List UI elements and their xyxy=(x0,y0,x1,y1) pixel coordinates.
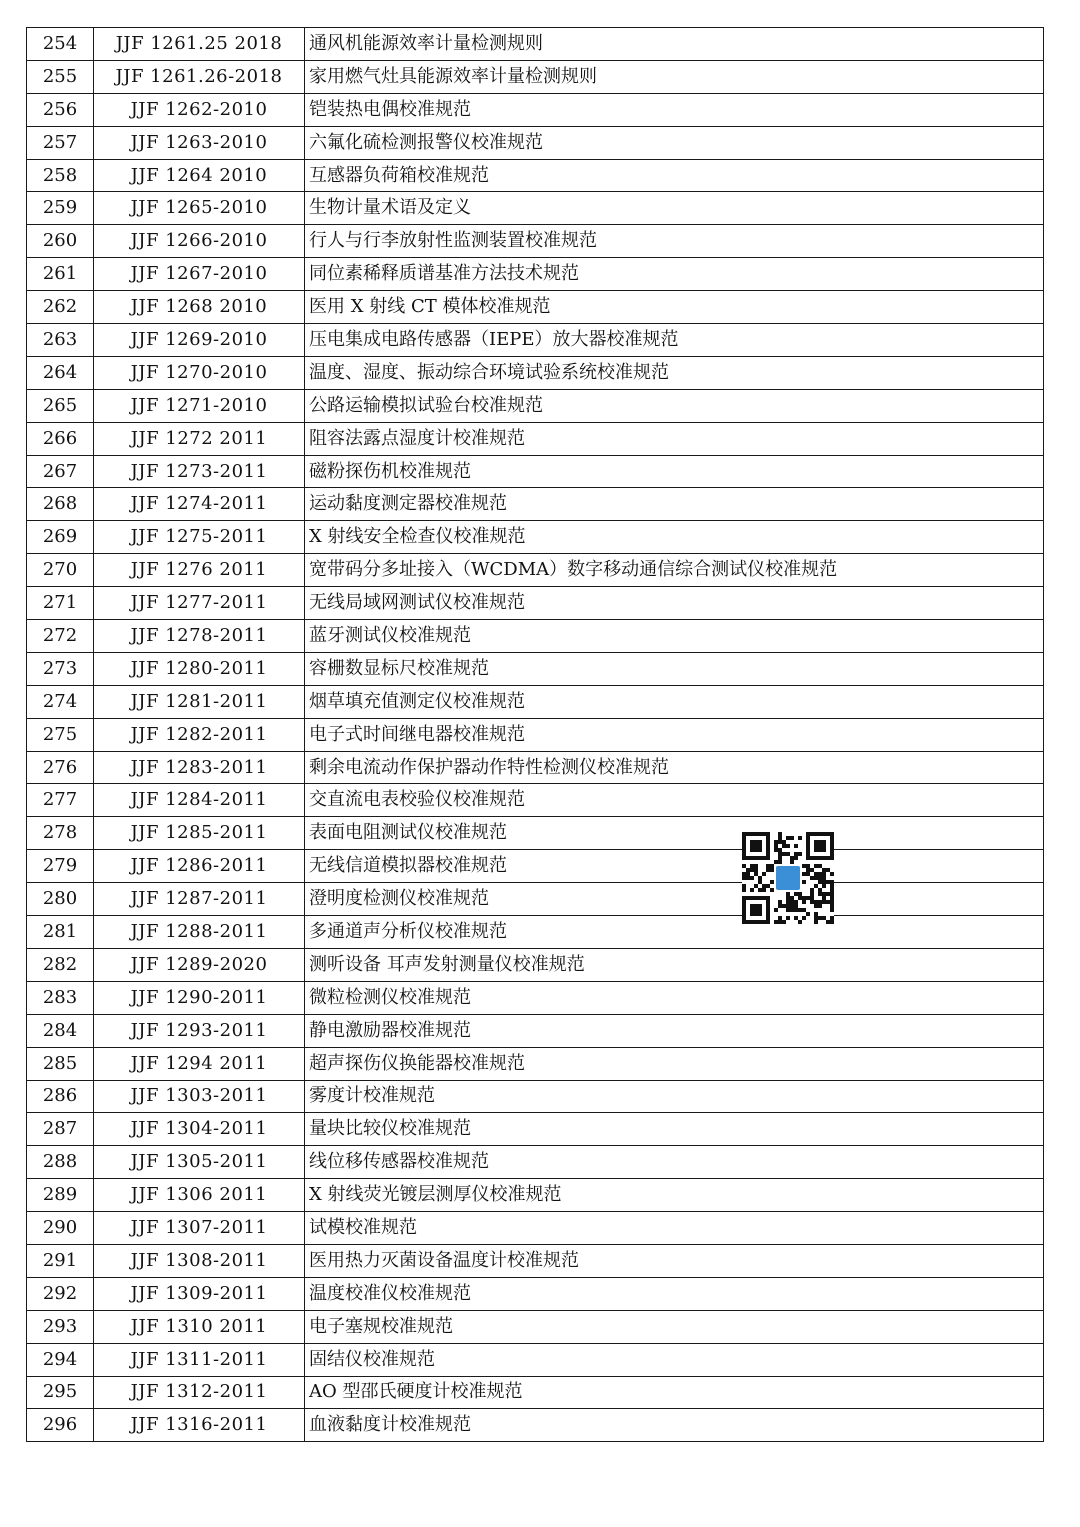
standard-title: X 射线荧光镀层测厚仪校准规范 xyxy=(305,1179,1044,1212)
row-number: 254 xyxy=(27,28,94,61)
row-number: 289 xyxy=(27,1179,94,1212)
standard-title: 电子式时间继电器校准规范 xyxy=(305,718,1044,751)
standard-code: JJF 1282-2011 xyxy=(94,718,305,751)
table-row xyxy=(27,850,1044,883)
row-number: 288 xyxy=(27,1146,94,1179)
standard-title: 微粒检测仪校准规范 xyxy=(305,981,1044,1014)
standard-code: JJF 1275-2011 xyxy=(94,521,305,554)
table-row xyxy=(27,685,1044,718)
row-number: 290 xyxy=(27,1212,94,1245)
table-row xyxy=(27,1310,1044,1343)
standard-title: 温度校准仪校准规范 xyxy=(305,1277,1044,1310)
standard-code: JJF 1312-2011 xyxy=(94,1376,305,1409)
standard-code: JJF 1281-2011 xyxy=(94,685,305,718)
table-row xyxy=(27,1014,1044,1047)
row-number: 256 xyxy=(27,93,94,126)
standard-title: 生物计量术语及定义 xyxy=(305,192,1044,225)
standard-title: 行人与行李放射性监测装置校准规范 xyxy=(305,225,1044,258)
table-row xyxy=(27,883,1044,916)
standard-title: 血液黏度计校准规范 xyxy=(305,1409,1044,1442)
standard-title: AO 型邵氏硬度计校准规范 xyxy=(305,1376,1044,1409)
standard-code: JJF 1261.25 2018 xyxy=(94,28,305,61)
standard-title: 超声探伤仪换能器校准规范 xyxy=(305,1047,1044,1080)
standard-code: JJF 1310 2011 xyxy=(94,1310,305,1343)
table-row xyxy=(27,718,1044,751)
row-number: 263 xyxy=(27,324,94,357)
table-row xyxy=(27,1244,1044,1277)
standard-title: 多通道声分析仪校准规范 xyxy=(305,916,1044,949)
standard-code: JJF 1269-2010 xyxy=(94,324,305,357)
table-row xyxy=(27,93,1044,126)
standard-code: JJF 1293-2011 xyxy=(94,1014,305,1047)
row-number: 272 xyxy=(27,620,94,653)
standard-code: JJF 1277-2011 xyxy=(94,587,305,620)
standard-title: 六氟化硫检测报警仪校准规范 xyxy=(305,126,1044,159)
standard-title: 烟草填充值测定仪校准规范 xyxy=(305,685,1044,718)
standard-title: 雾度计校准规范 xyxy=(305,1080,1044,1113)
standard-code: JJF 1272 2011 xyxy=(94,422,305,455)
table-row xyxy=(27,258,1044,291)
row-number: 284 xyxy=(27,1014,94,1047)
table-row xyxy=(27,1179,1044,1212)
standard-title: 容栅数显标尺校准规范 xyxy=(305,652,1044,685)
standard-code: JJF 1266-2010 xyxy=(94,225,305,258)
table-row xyxy=(27,28,1044,61)
standard-code: JJF 1284-2011 xyxy=(94,784,305,817)
standard-code: JJF 1265-2010 xyxy=(94,192,305,225)
standard-code: JJF 1286-2011 xyxy=(94,850,305,883)
standard-code: JJF 1273-2011 xyxy=(94,455,305,488)
table-row xyxy=(27,1343,1044,1376)
row-number: 266 xyxy=(27,422,94,455)
standard-code: JJF 1274-2011 xyxy=(94,488,305,521)
row-number: 277 xyxy=(27,784,94,817)
standard-title: 静电激励器校准规范 xyxy=(305,1014,1044,1047)
standard-code: JJF 1306 2011 xyxy=(94,1179,305,1212)
standard-title: 宽带码分多址接入（WCDMA）数字移动通信综合测试仪校准规范 xyxy=(305,554,1044,587)
row-number: 265 xyxy=(27,389,94,422)
row-number: 255 xyxy=(27,60,94,93)
standard-title: 电子塞规校准规范 xyxy=(305,1310,1044,1343)
standard-title: 量块比较仪校准规范 xyxy=(305,1113,1044,1146)
standard-code: JJF 1264 2010 xyxy=(94,159,305,192)
standard-code: JJF 1316-2011 xyxy=(94,1409,305,1442)
table-row xyxy=(27,488,1044,521)
standard-title: 测听设备 耳声发射测量仪校准规范 xyxy=(305,948,1044,981)
standard-title: 医用热力灭菌设备温度计校准规范 xyxy=(305,1244,1044,1277)
standard-title: 医用 X 射线 CT 模体校准规范 xyxy=(305,291,1044,324)
row-number: 295 xyxy=(27,1376,94,1409)
standard-code: JJF 1261.26-2018 xyxy=(94,60,305,93)
standard-title: 压电集成电路传感器（IEPE）放大器校准规范 xyxy=(305,324,1044,357)
row-number: 292 xyxy=(27,1277,94,1310)
standard-code: JJF 1309-2011 xyxy=(94,1277,305,1310)
row-number: 259 xyxy=(27,192,94,225)
standard-title: 无线局域网测试仪校准规范 xyxy=(305,587,1044,620)
standard-title: 固结仪校准规范 xyxy=(305,1343,1044,1376)
standard-code: JJF 1283-2011 xyxy=(94,751,305,784)
table-row xyxy=(27,291,1044,324)
row-number: 278 xyxy=(27,817,94,850)
table-row xyxy=(27,126,1044,159)
row-number: 294 xyxy=(27,1343,94,1376)
table-row xyxy=(27,159,1044,192)
table-row xyxy=(27,784,1044,817)
standard-title: 运动黏度测定器校准规范 xyxy=(305,488,1044,521)
table-row xyxy=(27,356,1044,389)
table-row xyxy=(27,751,1044,784)
row-number: 276 xyxy=(27,751,94,784)
row-number: 275 xyxy=(27,718,94,751)
row-number: 273 xyxy=(27,652,94,685)
standard-code: JJF 1270-2010 xyxy=(94,356,305,389)
standards-table-body xyxy=(27,28,1044,1442)
row-number: 280 xyxy=(27,883,94,916)
row-number: 283 xyxy=(27,981,94,1014)
standard-title: 表面电阻测试仪校准规范 xyxy=(305,817,1044,850)
row-number: 262 xyxy=(27,291,94,324)
table-row xyxy=(27,1047,1044,1080)
standard-code: JJF 1267-2010 xyxy=(94,258,305,291)
standard-title: 无线信道模拟器校准规范 xyxy=(305,850,1044,883)
standard-code: JJF 1263-2010 xyxy=(94,126,305,159)
standard-title: 阻容法露点湿度计校准规范 xyxy=(305,422,1044,455)
standard-title: 交直流电表校验仪校准规范 xyxy=(305,784,1044,817)
row-number: 261 xyxy=(27,258,94,291)
table-row xyxy=(27,1113,1044,1146)
standard-code: JJF 1303-2011 xyxy=(94,1080,305,1113)
standard-title: 同位素稀释质谱基准方法技术规范 xyxy=(305,258,1044,291)
standard-title: 线位移传感器校准规范 xyxy=(305,1146,1044,1179)
standard-code: JJF 1294 2011 xyxy=(94,1047,305,1080)
standard-title: 试模校准规范 xyxy=(305,1212,1044,1245)
standard-code: JJF 1278-2011 xyxy=(94,620,305,653)
standard-title: 家用燃气灶具能源效率计量检测规则 xyxy=(305,60,1044,93)
standard-code: JJF 1262-2010 xyxy=(94,93,305,126)
row-number: 274 xyxy=(27,685,94,718)
standard-code: JJF 1304-2011 xyxy=(94,1113,305,1146)
table-row xyxy=(27,817,1044,850)
row-number: 293 xyxy=(27,1310,94,1343)
table-row xyxy=(27,1409,1044,1442)
table-row xyxy=(27,916,1044,949)
table-row xyxy=(27,587,1044,620)
table-row xyxy=(27,225,1044,258)
standard-code: JJF 1287-2011 xyxy=(94,883,305,916)
standard-title: X 射线安全检查仪校准规范 xyxy=(305,521,1044,554)
table-row xyxy=(27,948,1044,981)
table-row xyxy=(27,981,1044,1014)
table-row xyxy=(27,60,1044,93)
row-number: 269 xyxy=(27,521,94,554)
row-number: 260 xyxy=(27,225,94,258)
table-row xyxy=(27,192,1044,225)
table-row xyxy=(27,1376,1044,1409)
table-row xyxy=(27,455,1044,488)
row-number: 270 xyxy=(27,554,94,587)
table-row xyxy=(27,521,1044,554)
row-number: 279 xyxy=(27,850,94,883)
row-number: 257 xyxy=(27,126,94,159)
standard-code: JJF 1290-2011 xyxy=(94,981,305,1014)
row-number: 291 xyxy=(27,1244,94,1277)
standard-title: 澄明度检测仪校准规范 xyxy=(305,883,1044,916)
standard-code: JJF 1276 2011 xyxy=(94,554,305,587)
table-row xyxy=(27,1277,1044,1310)
table-row xyxy=(27,1146,1044,1179)
standard-code: JJF 1268 2010 xyxy=(94,291,305,324)
table-row xyxy=(27,389,1044,422)
table-row xyxy=(27,620,1044,653)
row-number: 264 xyxy=(27,356,94,389)
row-number: 296 xyxy=(27,1409,94,1442)
row-number: 267 xyxy=(27,455,94,488)
row-number: 282 xyxy=(27,948,94,981)
standard-title: 公路运输模拟试验台校准规范 xyxy=(305,389,1044,422)
row-number: 286 xyxy=(27,1080,94,1113)
standard-code: JJF 1305-2011 xyxy=(94,1146,305,1179)
table-row xyxy=(27,324,1044,357)
table-row xyxy=(27,1212,1044,1245)
row-number: 281 xyxy=(27,916,94,949)
standard-code: JJF 1271-2010 xyxy=(94,389,305,422)
table-row xyxy=(27,652,1044,685)
row-number: 287 xyxy=(27,1113,94,1146)
standard-code: JJF 1307-2011 xyxy=(94,1212,305,1245)
standard-title: 互感器负荷箱校准规范 xyxy=(305,159,1044,192)
standard-code: JJF 1288-2011 xyxy=(94,916,305,949)
standard-code: JJF 1289-2020 xyxy=(94,948,305,981)
row-number: 268 xyxy=(27,488,94,521)
standard-code: JJF 1280-2011 xyxy=(94,652,305,685)
row-number: 285 xyxy=(27,1047,94,1080)
row-number: 258 xyxy=(27,159,94,192)
table-row xyxy=(27,554,1044,587)
standards-table xyxy=(26,27,1044,1442)
standard-title: 蓝牙测试仪校准规范 xyxy=(305,620,1044,653)
table-row xyxy=(27,1080,1044,1113)
standard-code: JJF 1308-2011 xyxy=(94,1244,305,1277)
standard-title: 磁粉探伤机校准规范 xyxy=(305,455,1044,488)
table-row xyxy=(27,422,1044,455)
standard-code: JJF 1311-2011 xyxy=(94,1343,305,1376)
standard-code: JJF 1285-2011 xyxy=(94,817,305,850)
standard-title: 通风机能源效率计量检测规则 xyxy=(305,28,1044,61)
standard-title: 剩余电流动作保护器动作特性检测仪校准规范 xyxy=(305,751,1044,784)
qr-code-icon xyxy=(742,832,834,924)
standard-title: 温度、湿度、振动综合环境试验系统校准规范 xyxy=(305,356,1044,389)
row-number: 271 xyxy=(27,587,94,620)
standard-title: 铠装热电偶校准规范 xyxy=(305,93,1044,126)
